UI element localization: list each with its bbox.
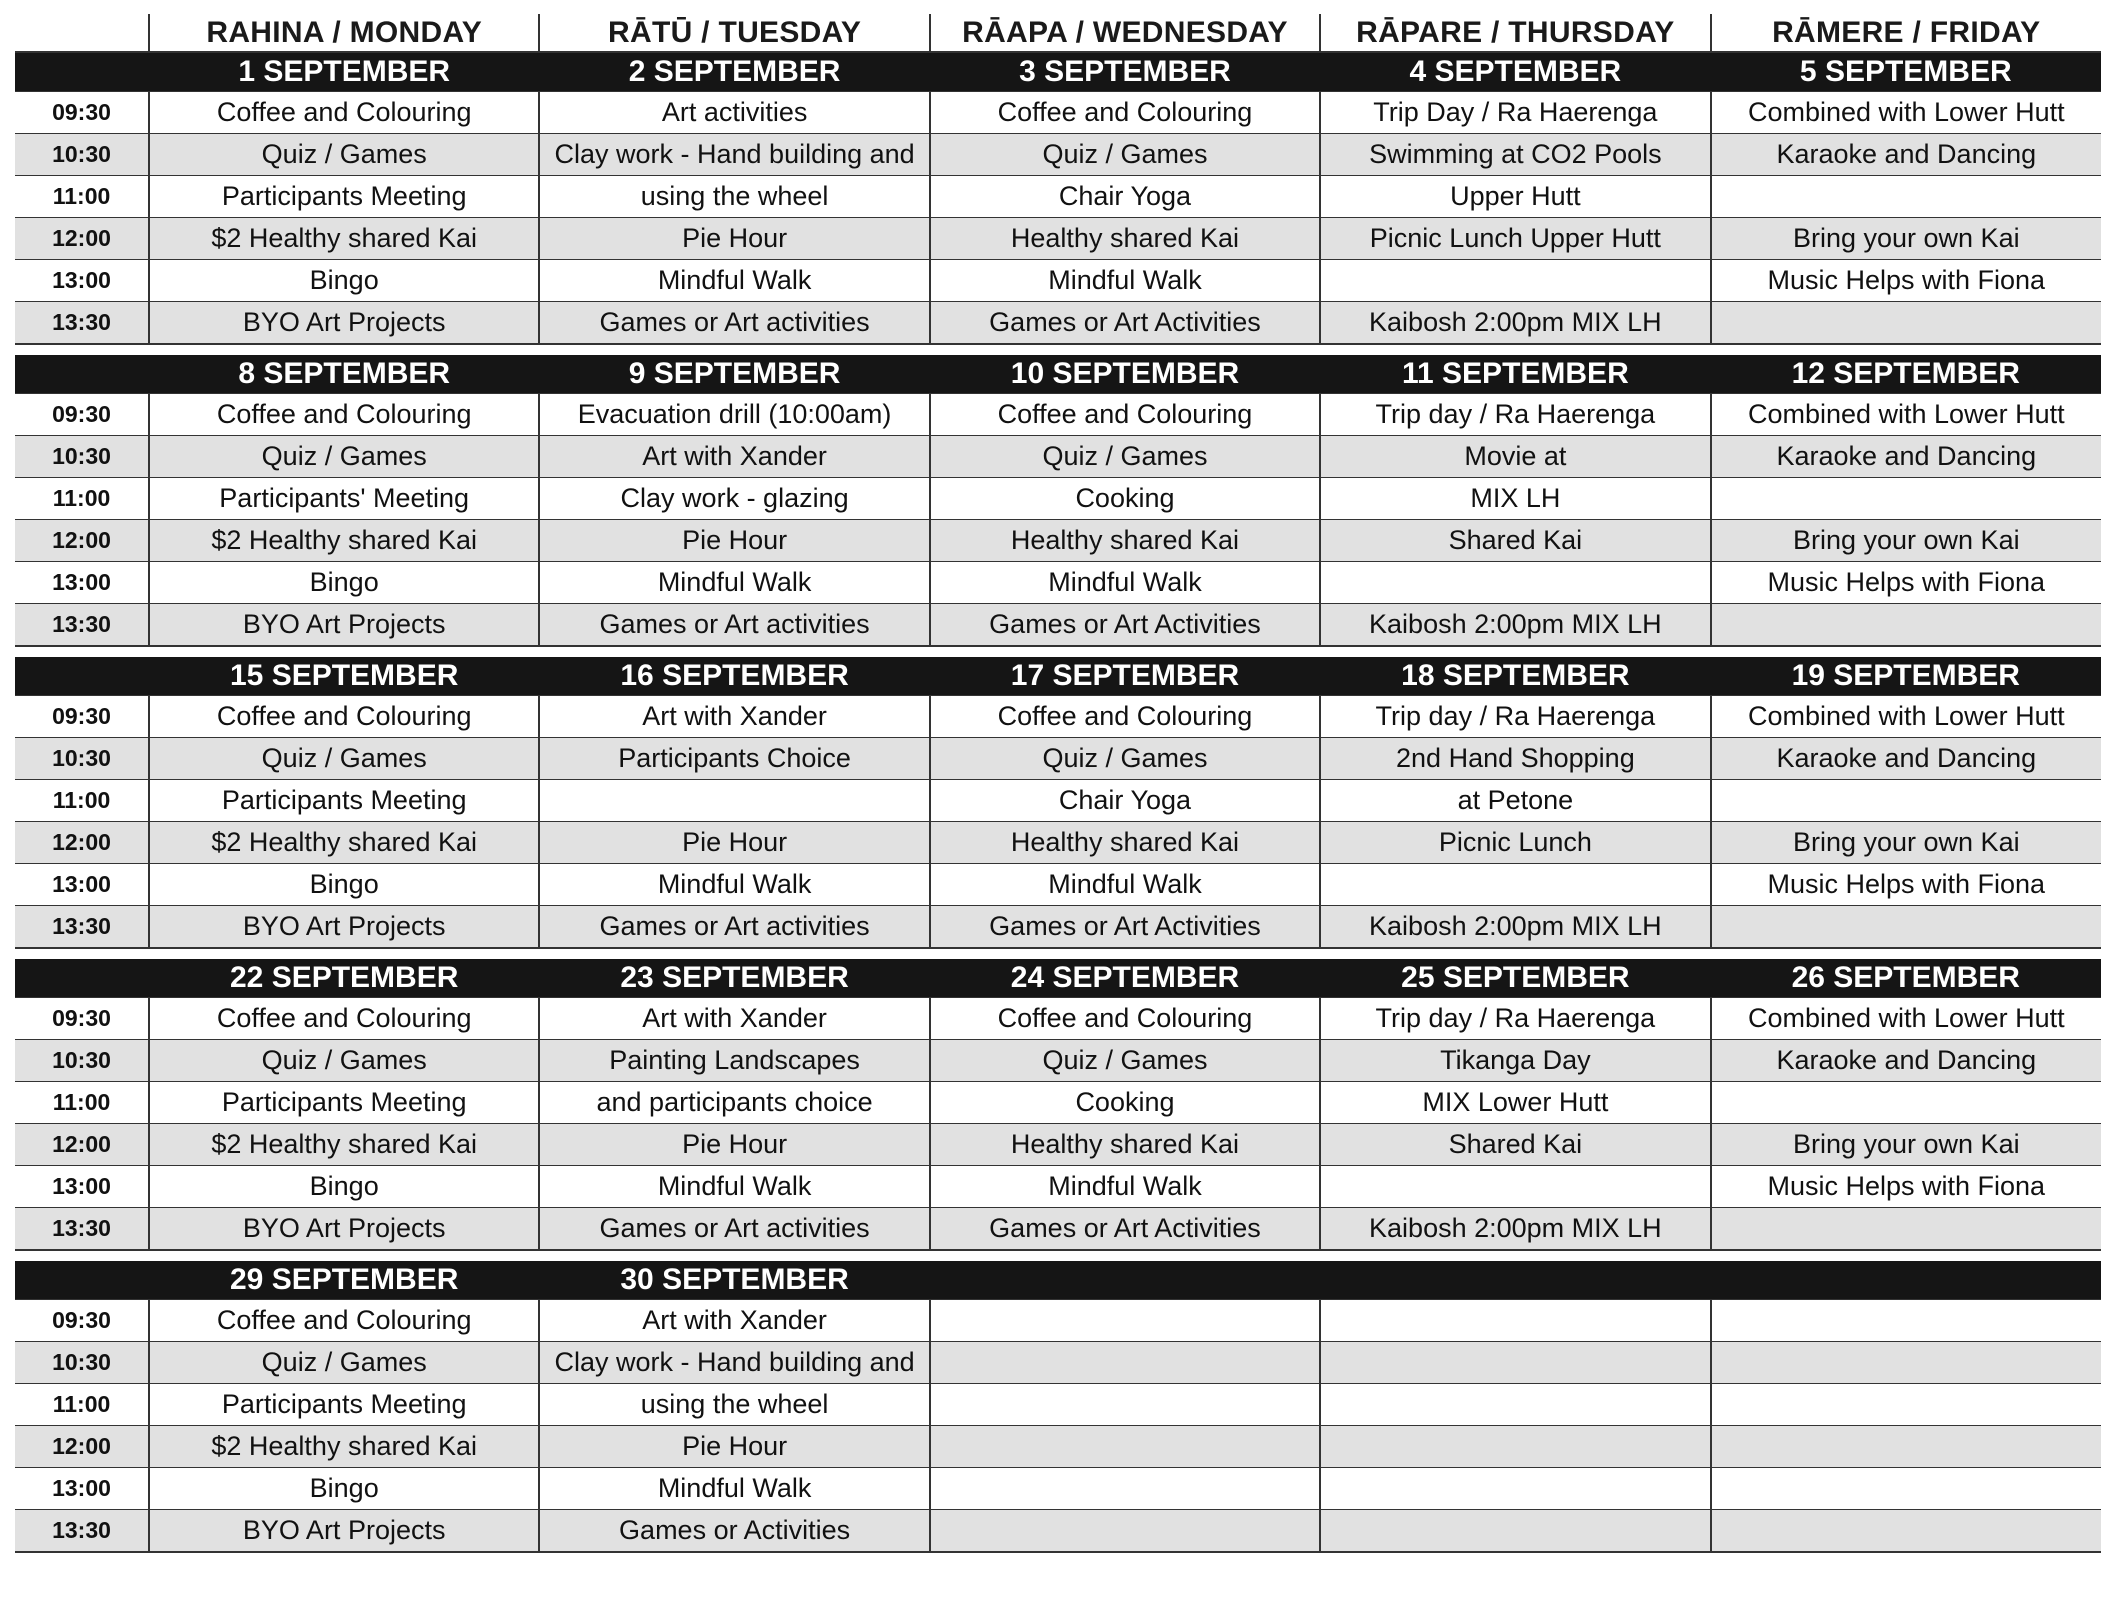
date-row-spacer <box>15 1261 149 1300</box>
activity-cell-monday: $2 Healthy shared Kai <box>149 1124 539 1166</box>
week-date-row <box>15 657 2101 696</box>
activity-row <box>15 302 2101 345</box>
activity-cell-wednesday: Mindful Walk <box>930 1166 1320 1208</box>
time-slot-label: 13:30 <box>15 906 149 949</box>
time-slot-label: 13:00 <box>15 1166 149 1208</box>
activity-cell-tuesday: using the wheel <box>539 176 929 218</box>
activity-cell-monday: Bingo <box>149 562 539 604</box>
activity-cell-thursday: Movie at <box>1320 436 1710 478</box>
activity-cell-wednesday: Quiz / Games <box>930 134 1320 176</box>
time-slot-label: 11:00 <box>15 1082 149 1124</box>
activity-cell-monday: Coffee and Colouring <box>149 696 539 738</box>
activity-cell-tuesday: Pie Hour <box>539 218 929 260</box>
time-slot-label: 10:30 <box>15 134 149 176</box>
activity-cell-thursday: Shared Kai <box>1320 520 1710 562</box>
activity-cell-tuesday: Art with Xander <box>539 436 929 478</box>
activity-cell-wednesday: Mindful Walk <box>930 562 1320 604</box>
activity-cell-tuesday: Painting Landscapes <box>539 1040 929 1082</box>
activity-cell-friday <box>1711 1384 2101 1426</box>
week-date-row <box>15 1261 2101 1300</box>
activity-cell-thursday: Kaibosh 2:00pm MIX LH <box>1320 1208 1710 1251</box>
activity-cell-tuesday: Mindful Walk <box>539 1166 929 1208</box>
date-header-wednesday <box>930 1261 1320 1300</box>
time-slot-label: 13:00 <box>15 562 149 604</box>
activity-cell-friday: Combined with Lower Hutt <box>1711 696 2101 738</box>
activity-cell-monday: Coffee and Colouring <box>149 394 539 436</box>
activity-cell-tuesday: Mindful Walk <box>539 260 929 302</box>
time-slot-label: 12:00 <box>15 822 149 864</box>
date-row-spacer <box>15 52 149 92</box>
activity-cell-monday: Coffee and Colouring <box>149 998 539 1040</box>
activity-cell-thursday <box>1320 562 1710 604</box>
week-date-row <box>15 959 2101 998</box>
activity-cell-wednesday: Coffee and Colouring <box>930 696 1320 738</box>
activity-row <box>15 696 2101 738</box>
date-header-monday: 29 SEPTEMBER <box>149 1261 539 1300</box>
activity-row <box>15 1300 2101 1342</box>
date-header-friday: 19 SEPTEMBER <box>1711 657 2101 696</box>
activity-row <box>15 1124 2101 1166</box>
activity-cell-wednesday: Cooking <box>930 1082 1320 1124</box>
date-header-monday: 1 SEPTEMBER <box>149 52 539 92</box>
activity-row <box>15 92 2101 134</box>
activity-cell-wednesday: Healthy shared Kai <box>930 1124 1320 1166</box>
activity-cell-tuesday: Pie Hour <box>539 1426 929 1468</box>
activity-cell-tuesday: Mindful Walk <box>539 864 929 906</box>
activity-cell-monday: Participants' Meeting <box>149 478 539 520</box>
activity-cell-wednesday: Games or Art Activities <box>930 1208 1320 1251</box>
activity-cell-friday <box>1711 1510 2101 1553</box>
date-header-tuesday: 30 SEPTEMBER <box>539 1261 929 1300</box>
activity-cell-thursday: Shared Kai <box>1320 1124 1710 1166</box>
activity-cell-thursday: Tikanga Day <box>1320 1040 1710 1082</box>
activity-cell-thursday: at Petone <box>1320 780 1710 822</box>
activity-cell-friday: Music Helps with Fiona <box>1711 1166 2101 1208</box>
day-name-wednesday: RĀAPA / WEDNESDAY <box>930 14 1320 52</box>
activity-cell-tuesday: Art with Xander <box>539 998 929 1040</box>
activity-cell-monday: BYO Art Projects <box>149 1510 539 1553</box>
activity-cell-friday: Combined with Lower Hutt <box>1711 394 2101 436</box>
date-header-tuesday: 16 SEPTEMBER <box>539 657 929 696</box>
activity-cell-tuesday: Mindful Walk <box>539 1468 929 1510</box>
activity-cell-thursday: Kaibosh 2:00pm MIX LH <box>1320 302 1710 345</box>
activity-cell-monday: Participants Meeting <box>149 780 539 822</box>
activity-cell-wednesday: Quiz / Games <box>930 436 1320 478</box>
activity-cell-friday <box>1711 604 2101 647</box>
date-header-tuesday: 9 SEPTEMBER <box>539 355 929 394</box>
activity-row <box>15 1082 2101 1124</box>
week-spacer <box>15 646 2101 657</box>
date-header-wednesday: 24 SEPTEMBER <box>930 959 1320 998</box>
activity-cell-tuesday <box>539 780 929 822</box>
activity-cell-wednesday: Mindful Walk <box>930 864 1320 906</box>
time-slot-label: 09:30 <box>15 696 149 738</box>
activity-row <box>15 1342 2101 1384</box>
activity-cell-wednesday: Quiz / Games <box>930 1040 1320 1082</box>
week-date-row <box>15 355 2101 394</box>
time-slot-label: 09:30 <box>15 92 149 134</box>
time-slot-label: 11:00 <box>15 780 149 822</box>
time-slot-label: 13:00 <box>15 1468 149 1510</box>
activity-cell-wednesday: Games or Art Activities <box>930 604 1320 647</box>
activity-cell-thursday <box>1320 260 1710 302</box>
activity-cell-wednesday: Coffee and Colouring <box>930 394 1320 436</box>
activity-row <box>15 260 2101 302</box>
activity-cell-monday: BYO Art Projects <box>149 906 539 949</box>
activity-cell-tuesday: Games or Art activities <box>539 302 929 345</box>
week-spacer-cell <box>15 646 2101 657</box>
activity-cell-thursday: Upper Hutt <box>1320 176 1710 218</box>
activity-cell-monday: Coffee and Colouring <box>149 1300 539 1342</box>
time-slot-label: 12:00 <box>15 1426 149 1468</box>
activity-row <box>15 520 2101 562</box>
activity-row <box>15 738 2101 780</box>
activity-cell-tuesday: Art with Xander <box>539 696 929 738</box>
time-slot-label: 12:00 <box>15 520 149 562</box>
activity-cell-thursday <box>1320 1342 1710 1384</box>
activity-cell-tuesday: Mindful Walk <box>539 562 929 604</box>
activity-cell-monday: Coffee and Colouring <box>149 92 539 134</box>
time-slot-label: 12:00 <box>15 1124 149 1166</box>
activity-cell-monday: Bingo <box>149 260 539 302</box>
activity-row <box>15 562 2101 604</box>
date-header-tuesday: 23 SEPTEMBER <box>539 959 929 998</box>
activity-cell-monday: Quiz / Games <box>149 1342 539 1384</box>
activity-cell-friday: Karaoke and Dancing <box>1711 738 2101 780</box>
time-slot-label: 13:30 <box>15 1208 149 1251</box>
activity-row <box>15 1468 2101 1510</box>
day-name-friday: RĀMERE / FRIDAY <box>1711 14 2101 52</box>
week-spacer-cell <box>15 948 2101 959</box>
activity-cell-thursday: MIX Lower Hutt <box>1320 1082 1710 1124</box>
week-spacer <box>15 344 2101 355</box>
activity-row <box>15 1208 2101 1251</box>
activity-cell-wednesday: Coffee and Colouring <box>930 998 1320 1040</box>
time-slot-label: 13:00 <box>15 864 149 906</box>
time-slot-label: 11:00 <box>15 1384 149 1426</box>
activity-cell-friday: Bring your own Kai <box>1711 218 2101 260</box>
activity-cell-friday <box>1711 302 2101 345</box>
activity-row <box>15 1166 2101 1208</box>
time-slot-label: 09:30 <box>15 394 149 436</box>
date-header-friday: 26 SEPTEMBER <box>1711 959 2101 998</box>
activity-cell-monday: Quiz / Games <box>149 1040 539 1082</box>
activity-row <box>15 780 2101 822</box>
date-header-friday: 5 SEPTEMBER <box>1711 52 2101 92</box>
activity-cell-friday <box>1711 176 2101 218</box>
activity-cell-thursday: Kaibosh 2:00pm MIX LH <box>1320 604 1710 647</box>
activity-cell-monday: Quiz / Games <box>149 738 539 780</box>
activity-row <box>15 176 2101 218</box>
activity-cell-monday: BYO Art Projects <box>149 604 539 647</box>
activity-cell-thursday <box>1320 1468 1710 1510</box>
week-spacer-cell <box>15 1250 2101 1261</box>
activity-cell-thursday: Trip day / Ra Haerenga <box>1320 998 1710 1040</box>
time-slot-label: 11:00 <box>15 176 149 218</box>
activity-row <box>15 906 2101 949</box>
activity-cell-wednesday: Healthy shared Kai <box>930 822 1320 864</box>
activity-cell-wednesday <box>930 1426 1320 1468</box>
activity-cell-thursday <box>1320 864 1710 906</box>
activity-cell-friday: Combined with Lower Hutt <box>1711 92 2101 134</box>
activity-cell-monday: Bingo <box>149 1468 539 1510</box>
activity-row <box>15 864 2101 906</box>
activity-row <box>15 478 2101 520</box>
activity-cell-tuesday: Evacuation drill (10:00am) <box>539 394 929 436</box>
activity-cell-tuesday: Art activities <box>539 92 929 134</box>
activity-cell-tuesday: Pie Hour <box>539 1124 929 1166</box>
activity-cell-wednesday <box>930 1342 1320 1384</box>
week-spacer <box>15 948 2101 959</box>
time-slot-label: 10:30 <box>15 738 149 780</box>
activity-cell-monday: Bingo <box>149 1166 539 1208</box>
activity-cell-wednesday <box>930 1300 1320 1342</box>
activity-cell-friday: Karaoke and Dancing <box>1711 134 2101 176</box>
activity-row <box>15 1426 2101 1468</box>
activity-cell-monday: $2 Healthy shared Kai <box>149 520 539 562</box>
activity-cell-wednesday <box>930 1468 1320 1510</box>
activity-cell-wednesday: Games or Art Activities <box>930 302 1320 345</box>
time-slot-label: 13:30 <box>15 302 149 345</box>
activity-cell-wednesday: Healthy shared Kai <box>930 218 1320 260</box>
activity-cell-wednesday <box>930 1510 1320 1553</box>
activity-cell-thursday: Picnic Lunch <box>1320 822 1710 864</box>
activity-row <box>15 604 2101 647</box>
activity-cell-wednesday: Cooking <box>930 478 1320 520</box>
activity-cell-thursday: Trip day / Ra Haerenga <box>1320 394 1710 436</box>
activity-cell-friday: Karaoke and Dancing <box>1711 1040 2101 1082</box>
activity-cell-friday <box>1711 1208 2101 1251</box>
time-slot-label: 10:30 <box>15 1342 149 1384</box>
time-slot-label: 10:30 <box>15 436 149 478</box>
activity-cell-tuesday: using the wheel <box>539 1384 929 1426</box>
activity-cell-friday <box>1711 1342 2101 1384</box>
activity-cell-monday: Bingo <box>149 864 539 906</box>
date-header-thursday: 18 SEPTEMBER <box>1320 657 1710 696</box>
date-header-thursday: 4 SEPTEMBER <box>1320 52 1710 92</box>
activity-cell-friday <box>1711 1082 2101 1124</box>
activity-cell-thursday <box>1320 1166 1710 1208</box>
date-header-monday: 15 SEPTEMBER <box>149 657 539 696</box>
time-slot-label: 09:30 <box>15 998 149 1040</box>
activity-row <box>15 218 2101 260</box>
date-header-friday <box>1711 1261 2101 1300</box>
date-header-wednesday: 10 SEPTEMBER <box>930 355 1320 394</box>
time-slot-label: 10:30 <box>15 1040 149 1082</box>
date-header-thursday <box>1320 1261 1710 1300</box>
activity-cell-tuesday: Pie Hour <box>539 822 929 864</box>
date-header-friday: 12 SEPTEMBER <box>1711 355 2101 394</box>
activity-cell-friday: Bring your own Kai <box>1711 822 2101 864</box>
activity-cell-friday: Music Helps with Fiona <box>1711 260 2101 302</box>
time-slot-label: 13:30 <box>15 1510 149 1553</box>
activity-cell-wednesday <box>930 1384 1320 1426</box>
activity-cell-wednesday: Coffee and Colouring <box>930 92 1320 134</box>
activity-cell-monday: Quiz / Games <box>149 134 539 176</box>
activity-cell-monday: Quiz / Games <box>149 436 539 478</box>
activity-cell-wednesday: Games or Art Activities <box>930 906 1320 949</box>
date-header-tuesday: 2 SEPTEMBER <box>539 52 929 92</box>
activity-cell-friday <box>1711 1468 2101 1510</box>
activity-cell-friday: Karaoke and Dancing <box>1711 436 2101 478</box>
activity-cell-tuesday: Games or Art activities <box>539 604 929 647</box>
activity-cell-friday <box>1711 906 2101 949</box>
day-name-monday: RAHINA / MONDAY <box>149 14 539 52</box>
activity-cell-monday: Participants Meeting <box>149 1082 539 1124</box>
activity-cell-tuesday: Clay work - Hand building and <box>539 1342 929 1384</box>
activity-cell-wednesday: Chair Yoga <box>930 780 1320 822</box>
activity-cell-monday: $2 Healthy shared Kai <box>149 1426 539 1468</box>
activity-cell-wednesday: Chair Yoga <box>930 176 1320 218</box>
schedule-table <box>15 14 2101 1553</box>
date-row-spacer <box>15 657 149 696</box>
time-slot-label: 11:00 <box>15 478 149 520</box>
activity-cell-tuesday: Games or Art activities <box>539 1208 929 1251</box>
activity-row <box>15 1040 2101 1082</box>
activity-row <box>15 998 2101 1040</box>
activity-cell-monday: BYO Art Projects <box>149 1208 539 1251</box>
time-slot-label: 13:00 <box>15 260 149 302</box>
activity-cell-tuesday: Art with Xander <box>539 1300 929 1342</box>
time-slot-label: 09:30 <box>15 1300 149 1342</box>
activity-cell-friday: Bring your own Kai <box>1711 520 2101 562</box>
corner-cell <box>15 14 149 52</box>
activity-row <box>15 394 2101 436</box>
week-spacer <box>15 1250 2101 1261</box>
date-header-thursday: 11 SEPTEMBER <box>1320 355 1710 394</box>
activity-cell-friday: Combined with Lower Hutt <box>1711 998 2101 1040</box>
activity-cell-thursday <box>1320 1384 1710 1426</box>
activity-row <box>15 1384 2101 1426</box>
activity-cell-friday <box>1711 478 2101 520</box>
activity-cell-thursday: Trip Day / Ra Haerenga <box>1320 92 1710 134</box>
activity-row <box>15 134 2101 176</box>
activity-cell-monday: $2 Healthy shared Kai <box>149 218 539 260</box>
activity-cell-friday: Music Helps with Fiona <box>1711 562 2101 604</box>
activity-cell-thursday: 2nd Hand Shopping <box>1320 738 1710 780</box>
activity-cell-tuesday: Games or Art activities <box>539 906 929 949</box>
activity-cell-wednesday: Healthy shared Kai <box>930 520 1320 562</box>
time-slot-label: 13:30 <box>15 604 149 647</box>
date-header-thursday: 25 SEPTEMBER <box>1320 959 1710 998</box>
activity-row <box>15 1510 2101 1553</box>
day-name-thursday: RĀPARE / THURSDAY <box>1320 14 1710 52</box>
activity-cell-monday: Participants Meeting <box>149 176 539 218</box>
activity-cell-tuesday: and participants choice <box>539 1082 929 1124</box>
date-row-spacer <box>15 959 149 998</box>
activity-cell-friday <box>1711 780 2101 822</box>
date-header-wednesday: 3 SEPTEMBER <box>930 52 1320 92</box>
date-row-spacer <box>15 355 149 394</box>
activity-cell-thursday: Picnic Lunch Upper Hutt <box>1320 218 1710 260</box>
activity-cell-tuesday: Clay work - Hand building and <box>539 134 929 176</box>
activity-row <box>15 436 2101 478</box>
activity-cell-tuesday: Clay work - glazing <box>539 478 929 520</box>
week-date-row <box>15 52 2101 92</box>
activity-row <box>15 822 2101 864</box>
activity-cell-thursday <box>1320 1300 1710 1342</box>
activity-cell-thursday <box>1320 1510 1710 1553</box>
activity-cell-friday <box>1711 1426 2101 1468</box>
day-header-row <box>15 14 2101 52</box>
activity-cell-thursday: Kaibosh 2:00pm MIX LH <box>1320 906 1710 949</box>
activity-cell-thursday: Swimming at CO2 Pools <box>1320 134 1710 176</box>
schedule-body <box>15 14 2101 1552</box>
time-slot-label: 12:00 <box>15 218 149 260</box>
activity-cell-tuesday: Participants Choice <box>539 738 929 780</box>
activity-cell-tuesday: Pie Hour <box>539 520 929 562</box>
activity-cell-thursday: Trip day / Ra Haerenga <box>1320 696 1710 738</box>
activity-cell-friday: Music Helps with Fiona <box>1711 864 2101 906</box>
activity-cell-wednesday: Quiz / Games <box>930 738 1320 780</box>
activity-cell-friday: Bring your own Kai <box>1711 1124 2101 1166</box>
week-spacer-cell <box>15 344 2101 355</box>
date-header-monday: 22 SEPTEMBER <box>149 959 539 998</box>
activity-cell-wednesday: Mindful Walk <box>930 260 1320 302</box>
activity-cell-thursday <box>1320 1426 1710 1468</box>
day-name-tuesday: RĀTŪ / TUESDAY <box>539 14 929 52</box>
activity-cell-friday <box>1711 1300 2101 1342</box>
activity-cell-tuesday: Games or Activities <box>539 1510 929 1553</box>
date-header-wednesday: 17 SEPTEMBER <box>930 657 1320 696</box>
activity-cell-monday: $2 Healthy shared Kai <box>149 822 539 864</box>
activity-cell-monday: BYO Art Projects <box>149 302 539 345</box>
activity-cell-monday: Participants Meeting <box>149 1384 539 1426</box>
date-header-monday: 8 SEPTEMBER <box>149 355 539 394</box>
activity-cell-thursday: MIX LH <box>1320 478 1710 520</box>
